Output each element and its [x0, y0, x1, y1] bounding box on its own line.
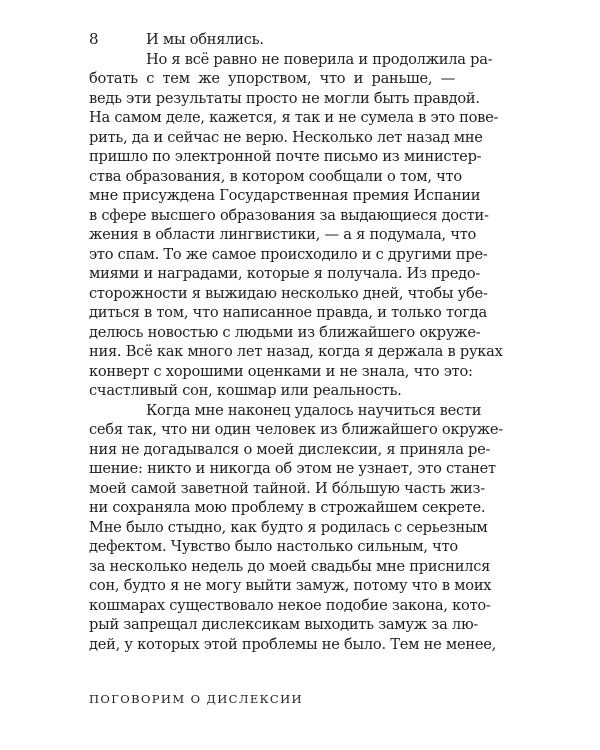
running-footer: ПОГОВОРИМ О ДИСЛЕКСИИ [89, 692, 303, 706]
text-line: ния. Всё как много лет назад, когда я держала в руках [89, 343, 503, 360]
text-line: миями и наградами, которые я получала. Из предо- [89, 265, 481, 282]
text-line: счастливый сон, кошмар или реальность. [89, 382, 402, 399]
text-line: Когда мне наконец удалось научиться вести [146, 401, 482, 419]
text-line: сон, будто я не могу выйти замуж, потому что в моих [89, 577, 492, 594]
text-line: мне присуждена Государственная премия Испании [89, 187, 481, 204]
text-line: пришло по электронной почте письмо из министер- [89, 148, 482, 165]
text-line: делюсь новостью с людьми из ближайшего окруже- [89, 323, 481, 341]
text-line: за несколько недель до моей свадьбы мне приснился [89, 557, 491, 575]
text-line: шение: никто и никогда об этом не узнает, это станет [89, 460, 496, 477]
text-line: сторожности я выжидаю несколько дней, чтобы убе- [89, 284, 488, 302]
text-line: И мы обнялись. [146, 31, 264, 48]
page-number: 8 [89, 30, 99, 48]
text-line: рый запрещал дислексикам выходить замуж за лю- [89, 616, 479, 633]
text-line: ни сохраняла мою проблему в строжайшем секрете. [89, 499, 486, 516]
text-line: рить, да и сейчас не верю. Несколько лет назад мне [89, 128, 483, 146]
text-line: ства образования, в котором сообщали о том, что [89, 167, 462, 185]
text-line: жения в области лингвистики, — а я подумала, что [89, 226, 477, 243]
body-text [89, 30, 503, 654]
text-line: Но я всё равно не поверила и продолжила ра- [146, 50, 493, 68]
text-line: диться в том, что написанное правда, и только тогда [89, 304, 487, 321]
text-line: дефектом. Чувство было настолько сильным, что [89, 538, 458, 555]
text-line: ведь эти результаты просто не могли быть правдой. [89, 89, 480, 107]
text-line: дей, у которых этой проблемы не было. Тем не менее, [89, 635, 496, 653]
text-line: ния не догадывался о моей дислексии, я приняла ре- [89, 440, 491, 458]
text-line: моей самой заветной тайной. И бо́льшую часть жиз- [89, 479, 485, 497]
text-line: Мне было стыдно, как будто я родилась с серьезным [89, 518, 488, 536]
text-line: ботать с тем же упорством, что и раньше, — [89, 70, 455, 87]
text-line: кошмарах существовало некое подобие закона, кото- [89, 596, 491, 614]
text-line: в сфере высшего образования за выдающиеся дости- [89, 206, 489, 224]
text-line: конверт с хорошими оценками и не знала, что это: [89, 362, 473, 380]
text-line: себя так, что ни один человек из ближайшего окруже- [89, 421, 503, 438]
text-line: это спам. То же самое происходило и с другими пре- [89, 245, 488, 263]
text-line: На самом деле, кажется, я так и не сумела в это пове- [89, 109, 499, 126]
